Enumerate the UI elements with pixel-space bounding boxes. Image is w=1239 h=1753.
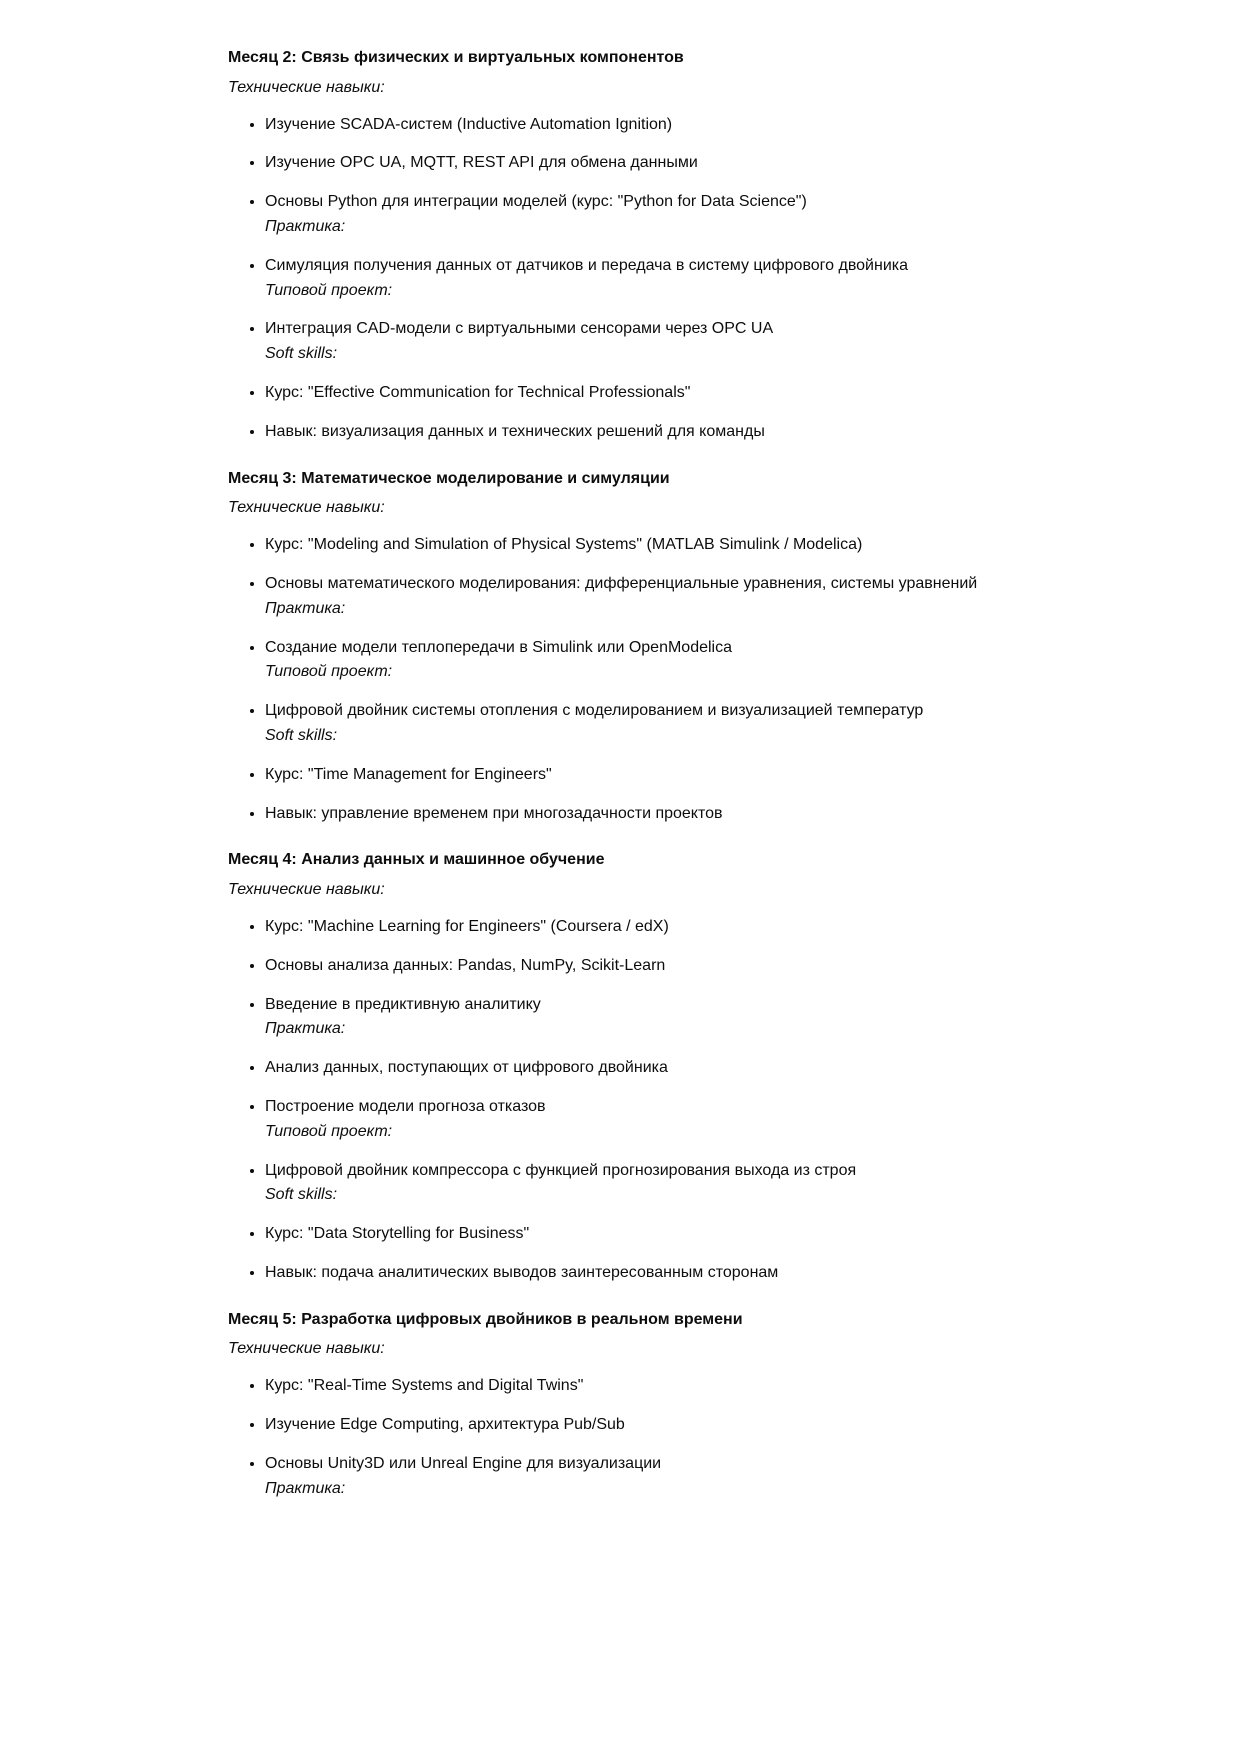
list-item — [265, 1413, 1009, 1438]
list-item — [265, 572, 1009, 622]
item-text: Изучение SCADA-систем (Inductive Automation Ignition) — [265, 115, 673, 133]
item-text: Основы анализа данных: Pandas, NumPy, Scikit-Learn — [265, 956, 666, 974]
list-item — [265, 113, 1009, 138]
section-subheading: Технические навыки: — [228, 1340, 385, 1358]
item-sub-label: Типовой проект: — [265, 663, 393, 681]
list-item — [265, 802, 1009, 827]
item-sub-label: Soft skills: — [265, 345, 338, 363]
list-item — [265, 636, 1009, 686]
list-item — [265, 1374, 1009, 1399]
list-item — [265, 420, 1009, 445]
bullet-list — [228, 113, 1009, 445]
item-sub-label: Практика: — [265, 1479, 346, 1497]
list-item — [265, 763, 1009, 788]
section-heading: Месяц 4: Анализ данных и машинное обучение — [228, 851, 605, 869]
item-sub-label: Soft skills: — [265, 726, 338, 744]
item-text: Построение модели прогноза отказов — [265, 1097, 546, 1115]
list-item — [265, 381, 1009, 406]
item-text: Курс: "Effective Communication for Technical Professionals" — [265, 383, 691, 401]
list-item — [265, 190, 1009, 240]
section-heading: Месяц 3: Математическое моделирование и симуляции — [228, 469, 670, 487]
section-subheading: Технические навыки: — [228, 881, 385, 899]
item-text: Курс: "Machine Learning for Engineers" (Coursera / edX) — [265, 917, 669, 935]
item-text: Анализ данных, поступающих от цифрового двойника — [265, 1059, 668, 1077]
month-section — [228, 46, 1009, 445]
bullet-list — [228, 915, 1009, 1286]
list-item — [265, 533, 1009, 558]
item-text: Курс: "Real-Time Systems and Digital Twins" — [265, 1377, 584, 1395]
item-text: Основы Unity3D или Unreal Engine для визуализации — [265, 1454, 662, 1472]
item-text: Цифровой двойник системы отопления с моделированием и визуализацией температур — [265, 702, 924, 720]
item-text: Основы Python для интеграции моделей (курс: "Python for Data Science") — [265, 193, 807, 211]
bullet-list — [228, 533, 1009, 826]
item-text: Симуляция получения данных от датчиков и передача в систему цифрового двойника — [265, 256, 909, 274]
list-item — [265, 915, 1009, 940]
list-item — [265, 1056, 1009, 1081]
item-text: Курс: "Modeling and Simulation of Physical Systems" (MATLAB Simulink / Modelica) — [265, 536, 863, 554]
list-item — [265, 954, 1009, 979]
month-section — [228, 467, 1009, 827]
item-text: Изучение OPC UA, MQTT, REST API для обмена данными — [265, 154, 698, 172]
section-heading: Месяц 5: Разработка цифровых двойников в реальном времени — [228, 1310, 743, 1328]
item-text: Курс: "Data Storytelling for Business" — [265, 1225, 530, 1243]
list-item — [265, 993, 1009, 1043]
list-item — [265, 1159, 1009, 1209]
item-text: Изучение Edge Computing, архитектура Pub/Sub — [265, 1416, 625, 1434]
sections-container — [228, 46, 1009, 1501]
item-sub-label: Практика: — [265, 1020, 346, 1038]
month-section — [228, 848, 1009, 1285]
list-item — [265, 254, 1009, 304]
list-item — [265, 699, 1009, 749]
item-text: Навык: подача аналитических выводов заинтересованным сторонам — [265, 1263, 779, 1281]
item-sub-label: Soft skills: — [265, 1186, 338, 1204]
section-subheading: Технические навыки: — [228, 78, 385, 96]
list-item — [265, 1095, 1009, 1145]
item-text: Цифровой двойник компрессора с функцией прогнозирования выхода из строя — [265, 1161, 857, 1179]
item-text: Основы математического моделирования: дифференциальные уравнения, системы уравнений — [265, 574, 978, 592]
month-section — [228, 1308, 1009, 1502]
section-heading: Месяц 2: Связь физических и виртуальных компонентов — [228, 49, 684, 66]
list-item — [265, 1222, 1009, 1247]
item-sub-label: Типовой проект: — [265, 281, 393, 299]
section-subheading: Технические навыки: — [228, 499, 385, 517]
list-item — [265, 317, 1009, 367]
list-item — [265, 151, 1009, 176]
item-text: Создание модели теплопередачи в Simulink или OpenModelica — [265, 638, 732, 656]
item-text: Курс: "Time Management for Engineers" — [265, 765, 552, 783]
item-sub-label: Практика: — [265, 217, 346, 235]
item-sub-label: Типовой проект: — [265, 1122, 393, 1140]
bullet-list — [228, 1374, 1009, 1501]
list-item — [265, 1452, 1009, 1502]
item-text: Введение в предиктивную аналитику — [265, 995, 541, 1013]
item-sub-label: Практика: — [265, 599, 346, 617]
item-text: Навык: визуализация данных и технических решений для команды — [265, 422, 765, 440]
item-text: Интеграция CAD-модели с виртуальными сенсорами через OPC UA — [265, 320, 774, 338]
item-text: Навык: управление временем при многозадачности проектов — [265, 804, 723, 822]
list-item — [265, 1261, 1009, 1286]
